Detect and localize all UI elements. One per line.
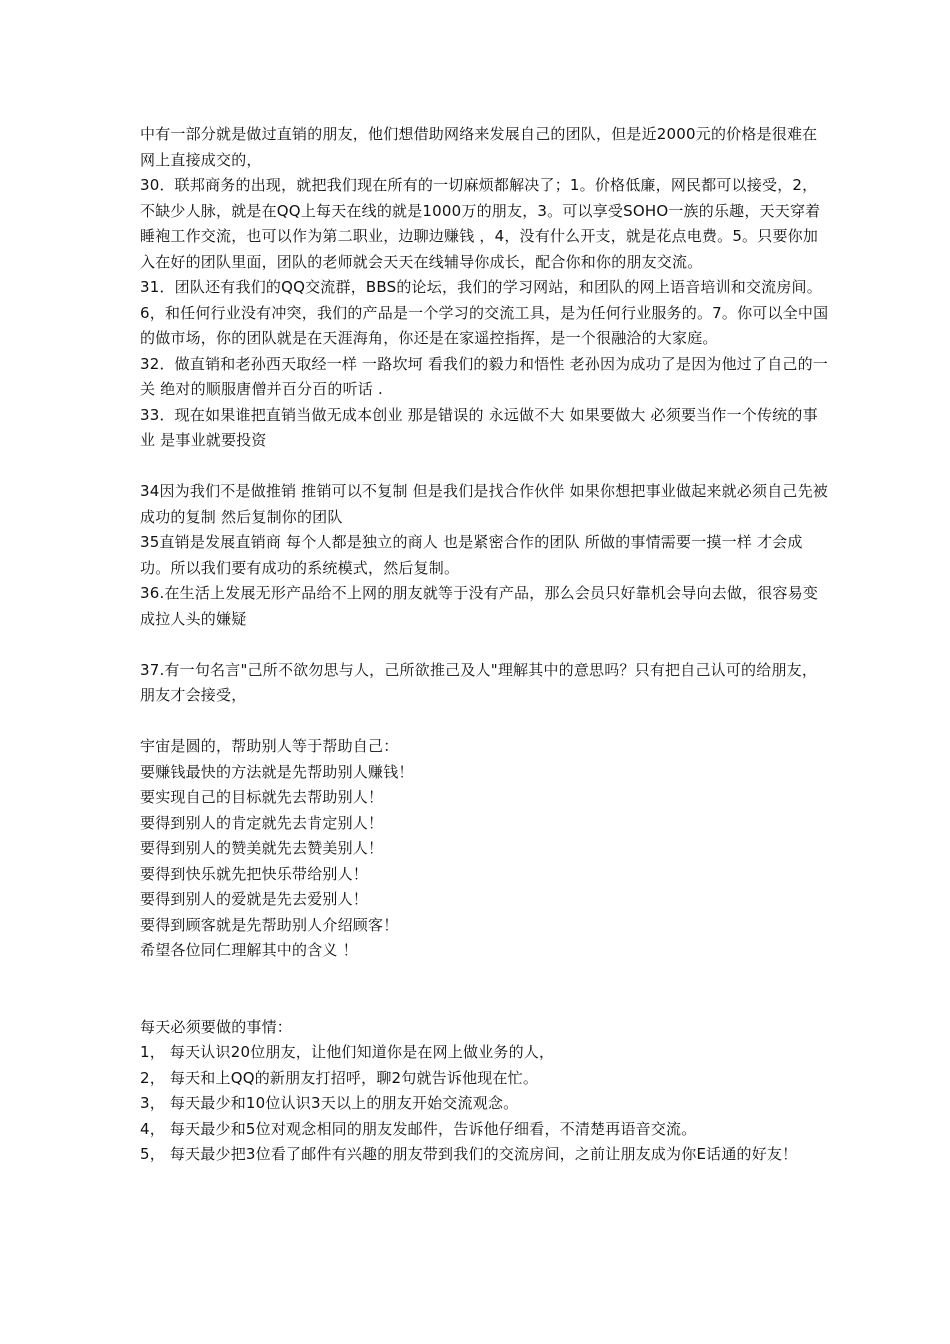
universe-line: 要实现自己的目标就先去帮助别人！: [140, 788, 384, 806]
paragraph-34: 34因为我们不是做推销 推销可以不复制 但是我们是找合作伙伴 如果你想把事业做起来就必须自己先被成功的复制 然后复制你的团队: [140, 482, 828, 526]
paragraph-33: 33．现在如果谁把直销当做无成本创业 那是错误的 永远做不大 如果要做大 必须要当作一个传统的事业 是事业就要投资: [140, 405, 818, 449]
daily-item: 2， 每天和上QQ的新朋友打招呼，聊2句就告诉他现在忙。: [140, 1068, 539, 1087]
paragraph-36: 36.在生活上发展无形产品给不上网的朋友就等于没有产品，那么会员只好靠机会导向去做，很容易变成拉人头的嫌疑: [140, 584, 819, 628]
universe-line: 要得到顾客就是先帮助别人介绍顾客！: [140, 915, 399, 934]
spacer: [140, 454, 830, 480]
paragraph-31: 31．团队还有我们的QQ交流群，BBS的论坛，我们的学习网站，和团队的网上语音培训和交流房间。6，和任何行业没有冲突，我们的产品是一个学习的交流工具，是为任何行业服务的。7。你可以全中国的做市场，你的团队就是在天涯海角，你还是在家遥控指挥，是一个很融洽的大家庭。: [140, 278, 829, 347]
daily-item: 1， 每天认识20位朋友，让他们知道你是在网上做业务的人，: [140, 1043, 555, 1061]
daily-item: 4， 每天最少和5位对观念相同的朋友发邮件，告诉他仔细看，不清楚再语音交流。: [140, 1119, 697, 1138]
spacer: [140, 632, 830, 658]
document-body: [140, 122, 830, 1168]
spacer: [140, 709, 830, 735]
paragraph-intro: 中有一部分就是做过直销的朋友，他们想借助网络来发展自己的团队，但是近2000元的价格是很难在网上直接成交的，: [140, 125, 818, 169]
spacer: [140, 964, 830, 1015]
daily-item: 3， 每天最少和10位认识3天以上的朋友开始交流观念。: [140, 1094, 519, 1112]
universe-line: 要得到别人的赞美就先去赞美别人！: [140, 839, 384, 857]
universe-line: 要赚钱最快的方法就是先帮助别人赚钱！: [140, 762, 414, 781]
universe-line: 要得到快乐就先把快乐带给别人！: [140, 864, 369, 883]
paragraph-37: 37.有一句名言"己所不欲勿思与人，己所欲推己及人"理解其中的意思吗？只有把自己认可的给朋友，朋友才会接受，: [140, 660, 818, 704]
paragraph-30: 30．联邦商务的出现，就把我们现在所有的一切麻烦都解决了；1。价格低廉，网民都可以接受，2，不缺少人脉，就是在QQ上每天在线的就是1000万的朋友，3。可以享受SOHO一族的乐趣，天天穿着睡袍工作交流，也可以作为第二职业，边聊边赚钱 ，4，没有什么开支，就是花点电费。5。只要你加入在好的团队里面，团队的老师就会天天在线辅导你成长，配合你和你的朋友交流。: [140, 176, 821, 271]
universe-line: 希望各位同仁理解其中的含义 ！: [140, 941, 358, 959]
daily-heading: 每天必须要做的事情：: [140, 1017, 293, 1036]
paragraph-32: 32．做直销和老孙西天取经一样 一路坎坷 看我们的毅力和悟性 老孙因为成功了是因为他过了自己的一关 绝对的顺服唐僧并百分百的听话 .: [140, 354, 828, 398]
daily-item: 5， 每天最少把3位看了邮件有兴趣的朋友带到我们的交流房间，之前让朋友成为你E话通的好友！: [140, 1145, 798, 1163]
universe-line: 要得到别人的爱就是先去爱别人！: [140, 890, 369, 908]
paragraph-35: 35直销是发展直销商 每个人都是独立的商人 也是紧密合作的团队 所做的事情需要一摸一样 才会成功。所以我们要有成功的系统模式，然后复制。: [140, 533, 803, 577]
universe-line: 要得到别人的肯定就先去肯定别人！: [140, 813, 384, 832]
universe-heading: 宇宙是圆的，帮助别人等于帮助自己：: [140, 737, 399, 755]
